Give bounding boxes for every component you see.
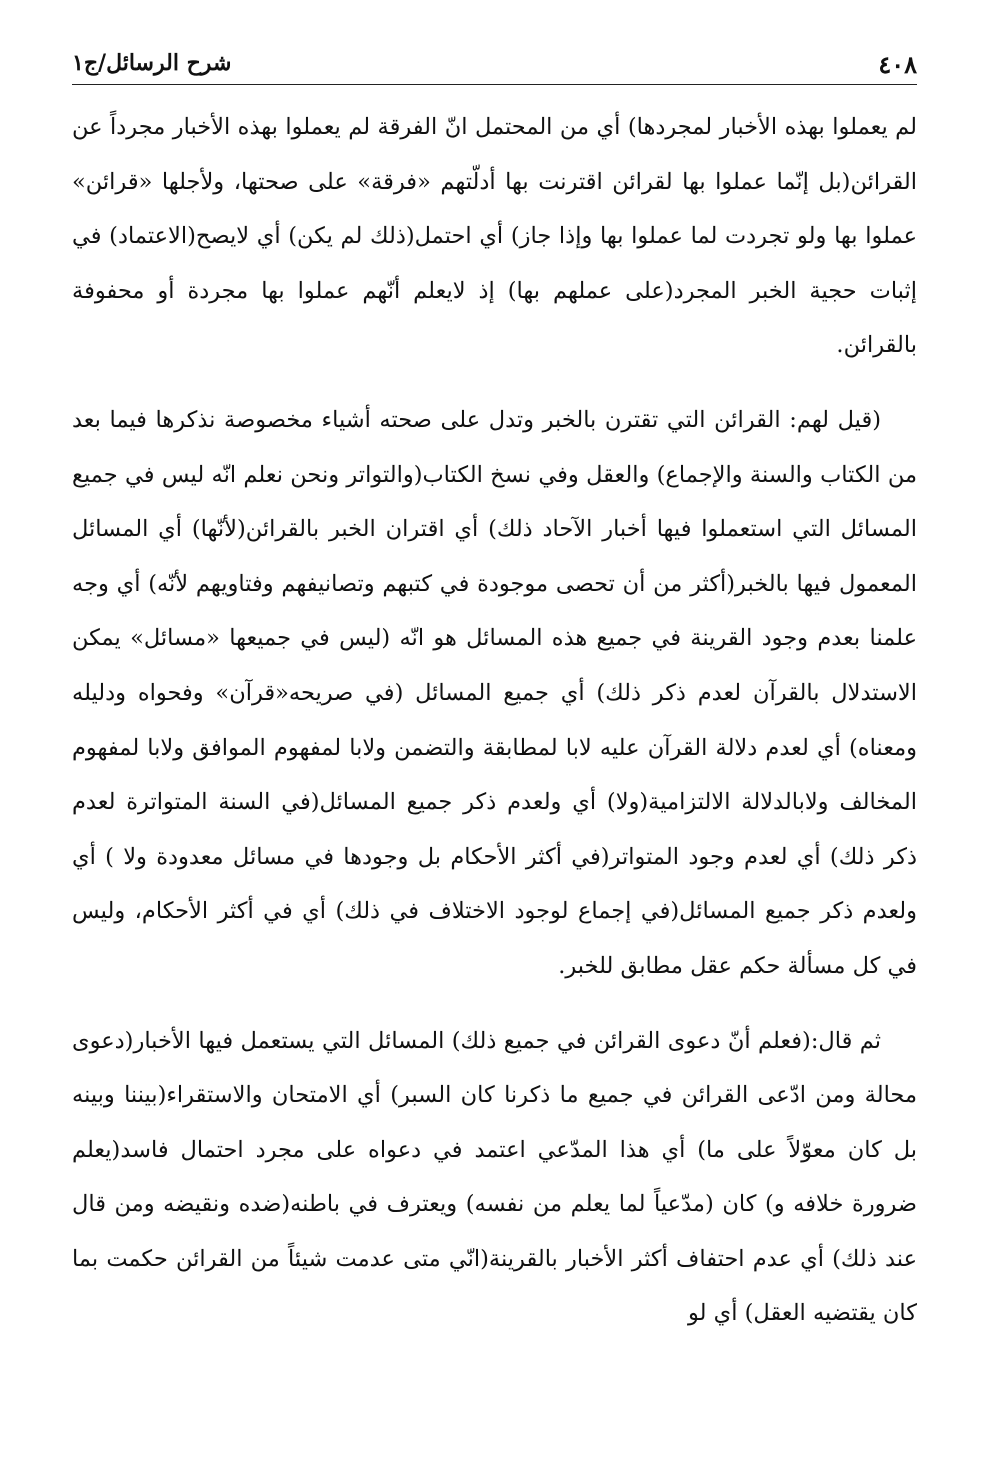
page-body xyxy=(72,100,917,1361)
paragraph: لم يعملوا بهذه الأخبار لمجردها) أي من المحتمل انّ الفرقة لم يعملوا بهذه الأخبار مجرداً عن القرائن(بل إنّما عملوا بها لقرائن اقترنت بها أدلّتهم «فرقة» على صحتها، ولأجلها «قرائن» عملوا بها ولو تجردت لما عملوا بها وإذا جاز) أي احتمل(ذلك لم يكن) أي لايصح(الاعتماد) في إثبات حجية الخبر المجرد(على عملهم بها) إذ لايعلم أنّهم عملوا بها مجردة أو محفوفة بالقرائن. xyxy=(72,114,917,359)
paragraph: (قيل لهم: القرائن التي تقترن بالخبر وتدل على صحته أشياء مخصوصة نذكرها فيما بعد من الكتاب والسنة والإجماع) والعقل وفي نسخ الكتاب(والتواتر ونحن نعلم انّه ليس في جميع المسائل التي استعملوا فيها أخبار الآحاد ذلك) أي اقتران الخبر بالقرائن(لأنّها) أي المسائل المعمول فيها بالخبر(أكثر من أن تحصى موجودة في كتبهم وتصانيفهم وفتاويهم لأنّه) أي وجه علمنا بعدم وجود القرينة في جميع هذه المسائل هو انّه (ليس في جميعها «مسائل» يمكن الاستدلال بالقرآن لعدم ذكر ذلك) أي جميع المسائل (في صريحه«قرآن» وفحواه ودليله ومعناه) أي لعدم دلالة القرآن عليه لابا لمطابقة والتضمن ولابا لمفهوم الموافق ولابا لمفهوم المخالف ولابالدلالة الالتزامية(ولا) أي ولعدم ذكر جميع المسائل(في السنة المتواترة لعدم ذكر ذلك) أي لعدم وجود المتواتر(في أكثر الأحكام بل وجودها في مسائل معدودة ولا ) أي ولعدم ذكر جميع المسائل(في إجماع لوجود الاختلاف في ذلك) أي في أكثر الأحكام، وليس في كل مسألة حكم عقل مطابق للخبر. xyxy=(72,406,917,979)
running-title: شرح الرسائل/ج١ xyxy=(72,50,232,76)
page-number: ٤٠٨ xyxy=(878,50,917,79)
paragraph: ثم قال:(فعلم أنّ دعوى القرائن في جميع ذلك) المسائل التي يستعمل فيها الأخبار(دعوى محالة ومن ادّعى القرائن في جميع ما ذكرنا كان السبر) أي الامتحان والاستقراء(بيننا وبينه بل كان معوّلاً على ما) أي هذا المدّعي اعتمد في دعواه على مجرد احتمال فاسد(يعلم ضرورة خلافه و) كان (مدّعياً لما يعلم من نفسه) ويعترف في باطنه(ضده ونقيضه ومن قال عند ذلك) أي عدم احتفاف أكثر الأخبار بالقرينة(انّي متى عدمت شيئاً من القرائن حكمت بما كان يقتضيه العقل) أي لو xyxy=(72,1027,917,1327)
page-header xyxy=(72,44,917,85)
